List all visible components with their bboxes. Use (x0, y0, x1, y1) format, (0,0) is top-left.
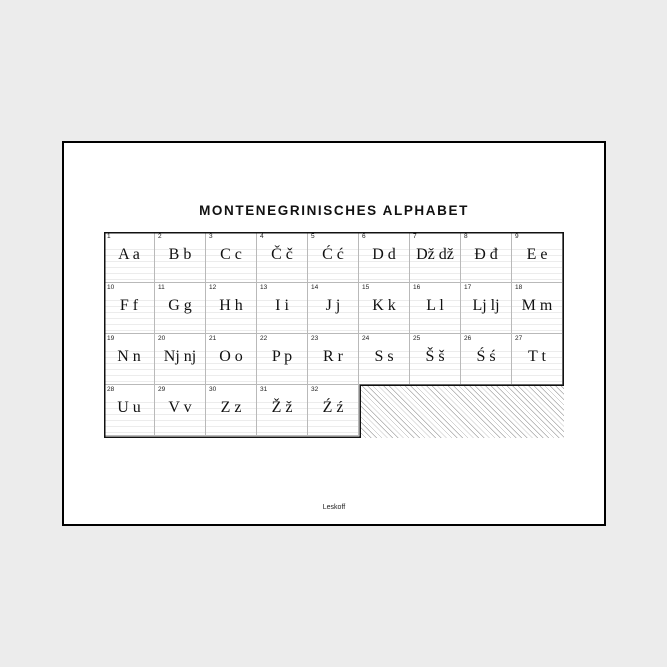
letter-number: 10 (107, 284, 115, 291)
letter-number: 25 (413, 335, 421, 342)
letter-pair: D d (372, 246, 396, 263)
letter-pair: Ź ź (322, 399, 344, 416)
letter-pair: R r (323, 348, 343, 365)
letter-number: 30 (209, 386, 217, 393)
letter-number: 31 (260, 386, 268, 393)
letter-number: 22 (260, 335, 268, 342)
letter-pair: E e (526, 246, 548, 263)
letter-number: 7 (413, 233, 417, 240)
letter-pair: U u (117, 399, 141, 416)
letter-pair: Đ đ (474, 246, 498, 263)
letter-number: 14 (311, 284, 319, 291)
grid-border-path (105, 233, 564, 438)
letter-number: 28 (107, 386, 115, 393)
letter-number: 1 (107, 233, 111, 240)
letter-number: 24 (362, 335, 370, 342)
letter-pair: F f (119, 297, 139, 314)
letter-pair: J j (325, 297, 341, 314)
letter-number: 16 (413, 284, 421, 291)
letter-pair: M m (521, 297, 553, 314)
brand-logo: Leskoff (322, 504, 346, 511)
letter-pair: Ž ž (271, 399, 293, 416)
letter-number: 20 (158, 335, 166, 342)
letter-number: 29 (158, 386, 166, 393)
letter-pair: L l (426, 297, 444, 314)
letter-pair: G g (168, 297, 192, 314)
letter-number: 12 (209, 284, 217, 291)
letter-pair: S s (374, 348, 394, 365)
letter-number: 27 (515, 335, 523, 342)
letter-number: 19 (107, 335, 115, 342)
letter-pair: Č č (271, 246, 293, 263)
letter-pair: Š š (425, 348, 445, 365)
letter-number: 3 (209, 233, 213, 240)
letter-number: 2 (158, 233, 162, 240)
letter-pair: V v (168, 399, 192, 416)
poster-frame (62, 141, 606, 526)
grid-outline (104, 232, 564, 438)
letter-pair: Lj lj (472, 297, 500, 314)
letter-pair: A a (118, 246, 140, 263)
letter-pair: T t (528, 348, 546, 365)
letter-pair: Nj nj (163, 348, 197, 365)
letter-number: 11 (158, 284, 165, 291)
letter-pair: Ć ć (322, 246, 344, 263)
letter-number: 18 (515, 284, 523, 291)
letter-pair: C c (220, 246, 242, 263)
page-title: MONTENEGRINISCHES ALPHABET (199, 203, 469, 218)
letter-pair: B b (168, 246, 192, 263)
letter-pair: H h (219, 297, 243, 314)
letter-number: 8 (464, 233, 468, 240)
letter-number: 17 (464, 284, 472, 291)
alphabet-grid (104, 232, 564, 438)
letter-pair: K k (372, 297, 396, 314)
letter-number: 21 (209, 335, 217, 342)
letter-number: 9 (515, 233, 519, 240)
letter-number: 26 (464, 335, 472, 342)
letter-pair: I i (275, 297, 289, 314)
letter-number: 15 (362, 284, 370, 291)
letter-pair: N n (117, 348, 141, 365)
letter-pair: P p (271, 348, 293, 365)
letter-number: 4 (260, 233, 264, 240)
letter-pair: Z z (220, 399, 242, 416)
letter-number: 32 (311, 386, 319, 393)
letter-number: 23 (311, 335, 319, 342)
letter-number: 13 (260, 284, 268, 291)
letter-pair: Ś ś (476, 348, 496, 365)
letter-pair: O o (219, 348, 243, 365)
letter-number: 6 (362, 233, 366, 240)
letter-pair: Dž dž (416, 246, 454, 263)
letter-number: 5 (311, 233, 315, 240)
